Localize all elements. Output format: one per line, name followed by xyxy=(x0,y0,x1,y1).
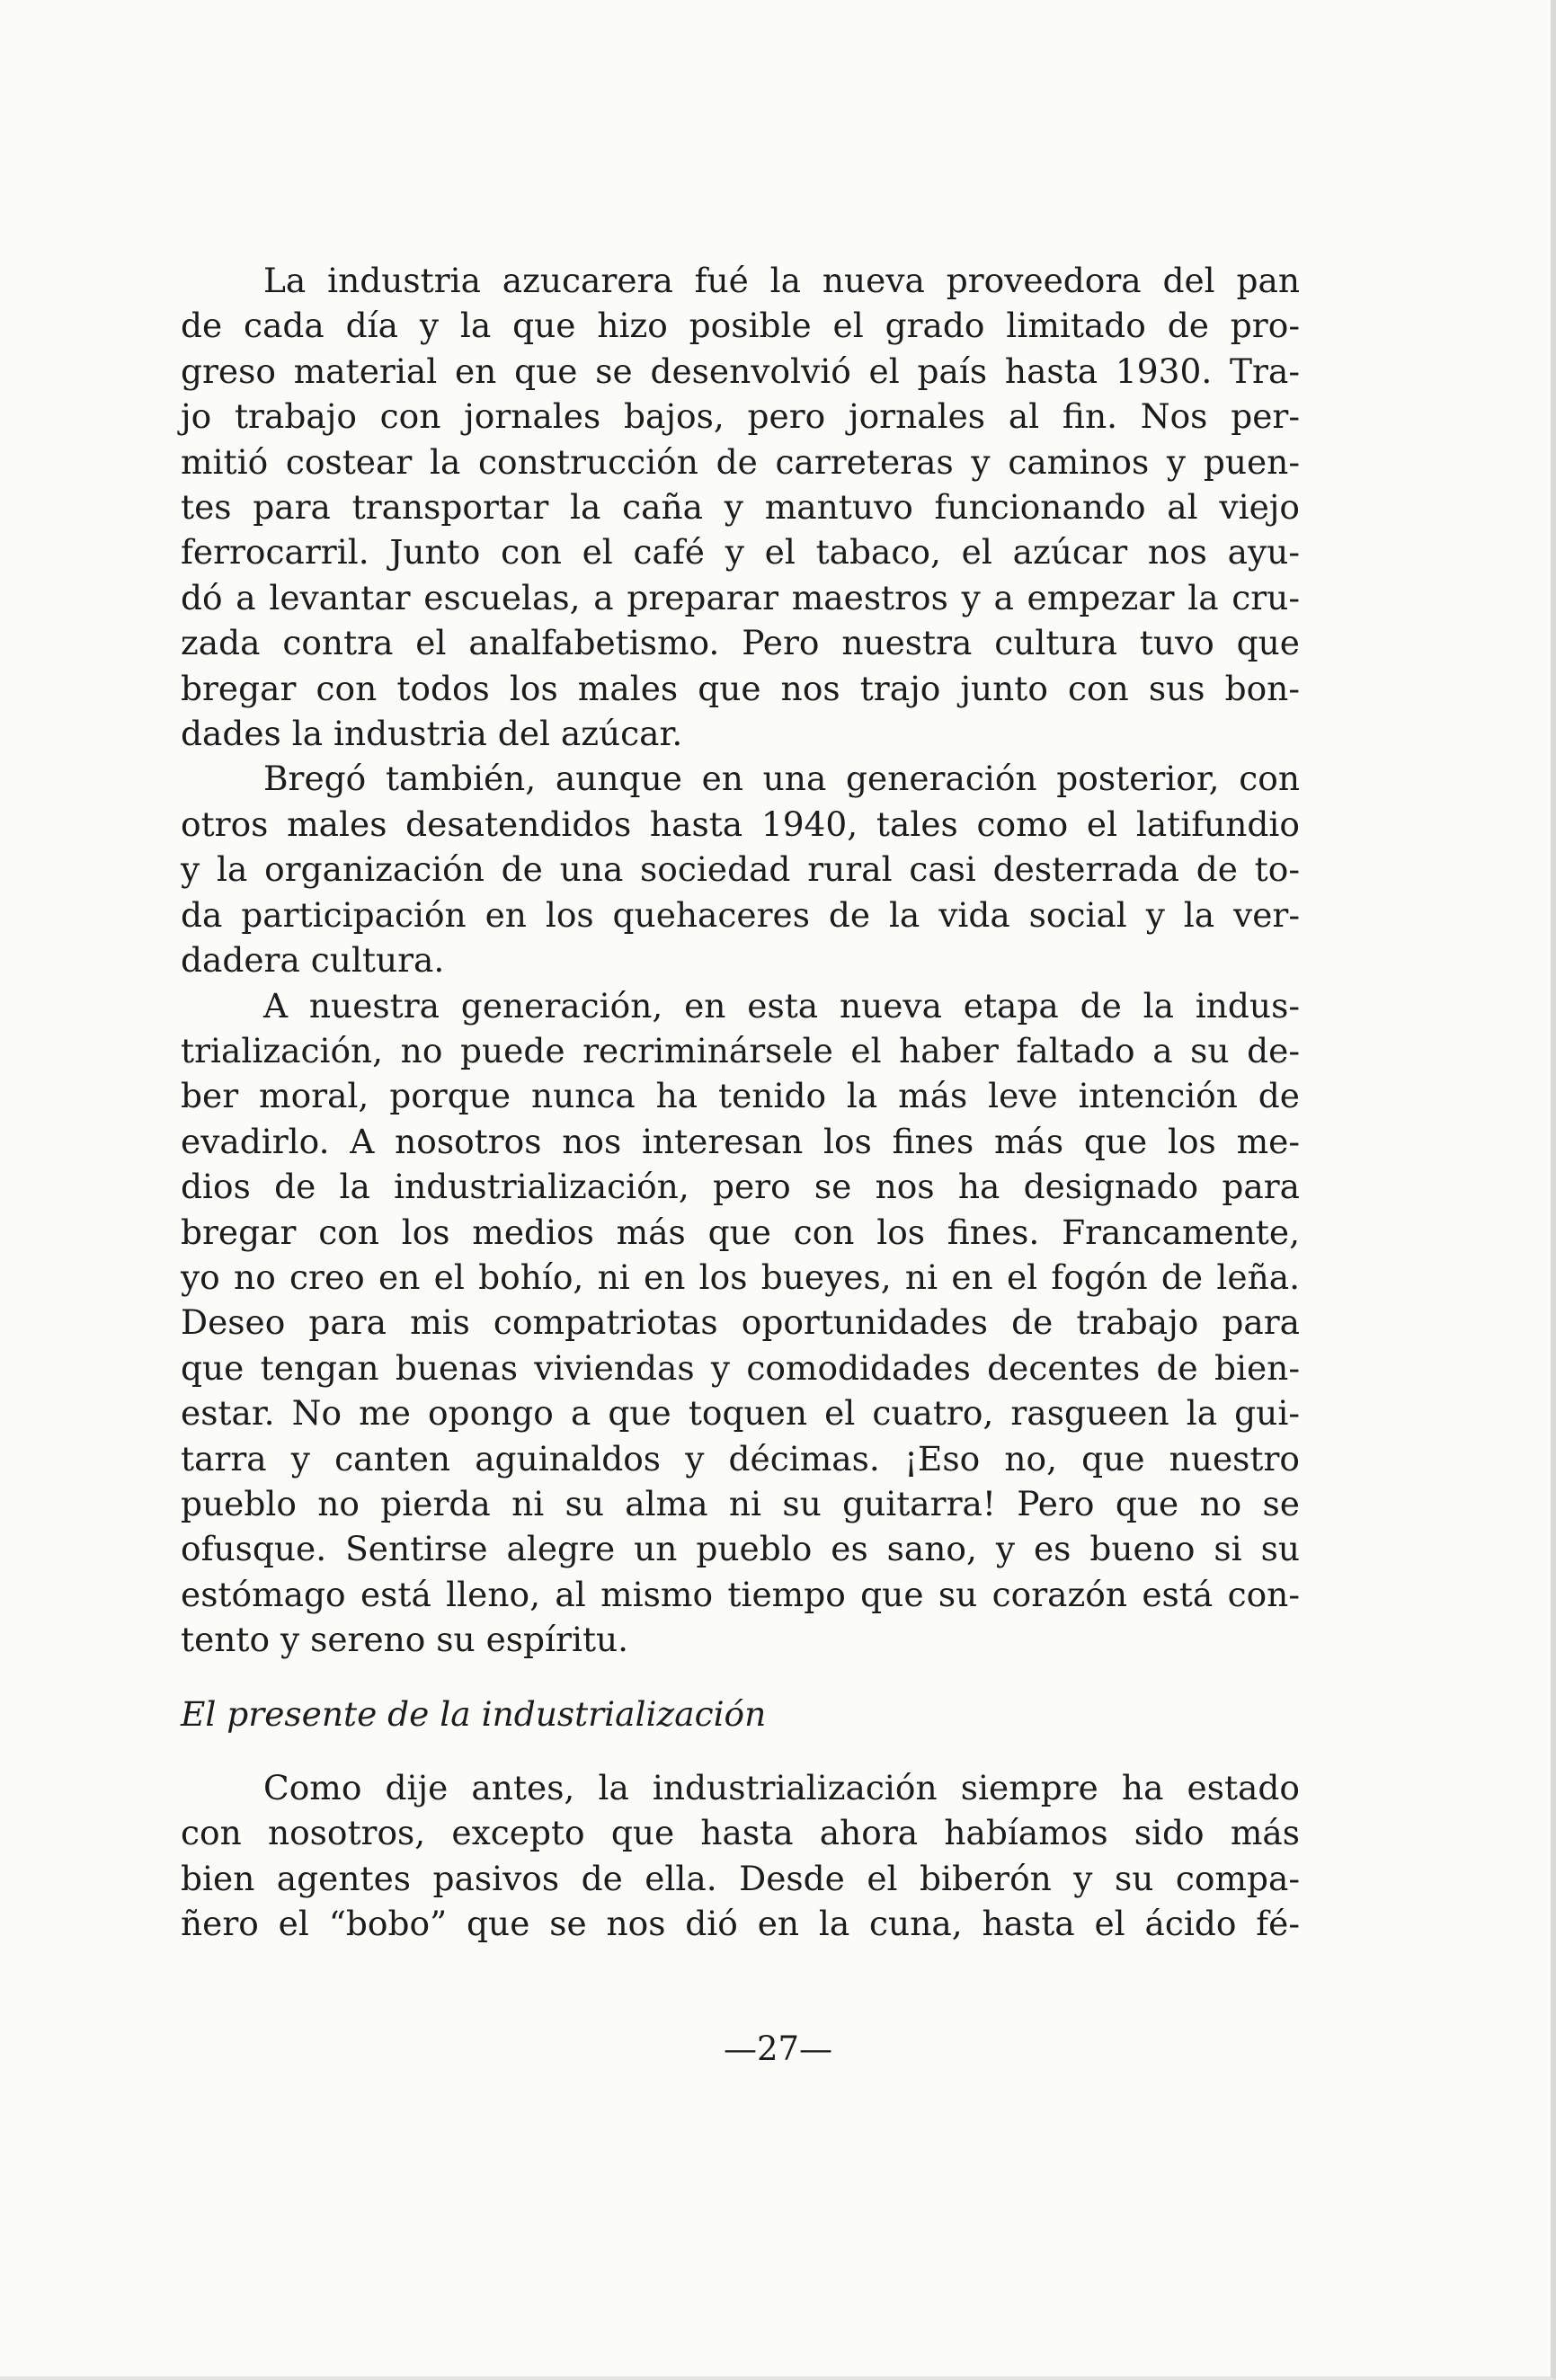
text-line: bregar con todos los males que nos trajo junto con sus bon- xyxy=(181,668,1300,708)
text-line: evadirlo. A nosotros nos interesan los fines más que los me- xyxy=(181,1121,1300,1161)
text-line: dó a levantar escuelas, a preparar maestros y a empezar la cru- xyxy=(181,577,1300,617)
text-line: ofusque. Sentirse alegre un pueblo es sano, y es bueno si su xyxy=(181,1529,1300,1569)
paragraph-2 xyxy=(181,756,1300,982)
text-line: bregar con los medios más que con los fines. Francamente, xyxy=(181,1212,1300,1252)
text-line: zada contra el analfabetismo. Pero nuestra cultura tuvo que xyxy=(181,623,1300,663)
text-line: dios de la industrialización, pero se nos ha designado para xyxy=(181,1167,1300,1207)
paragraph-4 xyxy=(181,1765,1300,1947)
text-line: tes para transportar la caña y mantuvo funcionando al viejo xyxy=(181,487,1300,528)
text-line: Como dije antes, la industrialización siempre ha estado xyxy=(263,1768,1300,1807)
text-line: Bregó también, aunque en una generación posterior, con xyxy=(263,759,1300,799)
text-line: greso material en que se desenvolvió el país hasta 1930. Tra- xyxy=(181,351,1300,391)
text-line: de cada día y la que hizo posible el grado limitado de pro- xyxy=(181,306,1300,346)
text-line: tarra y canten aguinaldos y décimas. ¡Eso no, que nuestro xyxy=(181,1438,1300,1479)
text-line: yo no creo en el bohío, ni en los bueyes, ni en el fogón de leña. xyxy=(181,1257,1300,1297)
text-line: dades la industria del azúcar. xyxy=(181,714,683,754)
text-line: ber moral, porque nunca ha tenido la más leve intención de xyxy=(181,1076,1300,1116)
text-line: tento y sereno su espíritu. xyxy=(181,1620,629,1660)
section-heading: El presente de la industrialización xyxy=(181,1693,767,1734)
text-line: A nuestra generación, en esta nueva etapa de la indus- xyxy=(263,985,1300,1026)
text-line: bien agentes pasivos de ella. Desde el biberón y su compa- xyxy=(181,1858,1300,1898)
section-gap xyxy=(181,1736,1300,1765)
text-line: jo trabajo con jornales bajos, pero jornales al fin. Nos per- xyxy=(181,396,1300,437)
text-line: con nosotros, excepto que hasta ahora habíamos sido más xyxy=(181,1813,1300,1853)
text-line: mitió costear la construcción de carreteras y caminos y puen- xyxy=(181,441,1300,482)
text-line: dadera cultura. xyxy=(181,940,445,981)
text-line: y la organización de una sociedad rural casi desterrada de to- xyxy=(181,849,1300,890)
text-line: La industria azucarera fué la nueva proveedora del pan xyxy=(263,261,1300,300)
page-number: —27— xyxy=(723,2029,833,2068)
text-line: trialización, no puede recriminársele el haber faltado a su de- xyxy=(181,1030,1300,1070)
text-line: estar. No me opongo a que toquen el cuatro, rasgueen la gui- xyxy=(181,1393,1300,1434)
body-text xyxy=(181,258,1300,1947)
text-line: Deseo para mis compatriotas oportunidades de trabajo para xyxy=(181,1302,1300,1343)
text-line: ferrocarril. Junto con el café y el tabaco, el azúcar nos ayu- xyxy=(181,532,1300,573)
paragraph-1 xyxy=(181,258,1300,756)
text-line: otros males desatendidos hasta 1940, tales como el latifundio xyxy=(181,804,1300,844)
text-line: que tengan buenas viviendas y comodidades decentes de bien- xyxy=(181,1347,1300,1388)
text-line: ñero el “bobo” que se nos dió en la cuna, hasta el ácido fé- xyxy=(181,1904,1300,1944)
paragraph-3 xyxy=(181,983,1300,1663)
text-line: da participación en los quehaceres de la vida social y la ver- xyxy=(181,894,1300,935)
text-line: estómago está lleno, al mismo tiempo que su corazón está con- xyxy=(181,1574,1300,1614)
text-line: pueblo no pierda ni su alma ni su guitarra! Pero que no se xyxy=(181,1483,1300,1523)
section-gap xyxy=(181,1663,1300,1692)
